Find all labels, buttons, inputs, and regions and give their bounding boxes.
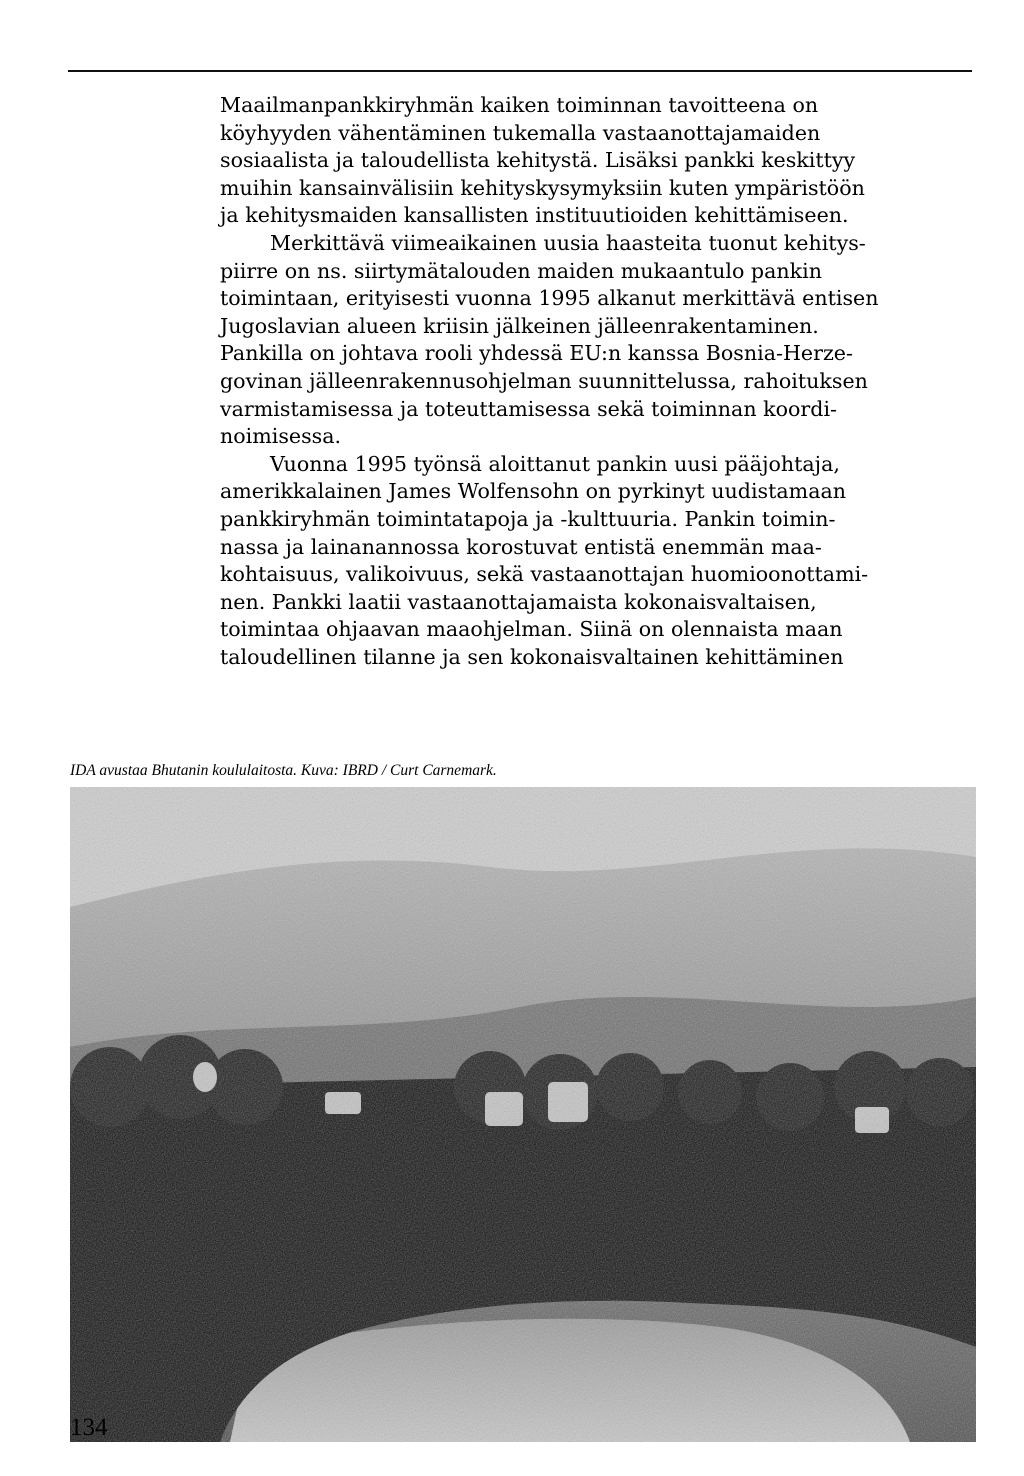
text-line: govinan jälleenrakennusohjelman suunnittelussa, rahoituksen — [220, 368, 868, 393]
text-line: köyhyyden vähentäminen tukemalla vastaanottajamaiden — [220, 120, 821, 145]
top-rule — [68, 70, 972, 72]
text-line: kohtaisuus, valikoivuus, sekä vastaanottajan huomioonottami- — [220, 562, 869, 587]
text-line: nen. Pankki laatii vastaanottajamaista kokonaisvaltaisen, — [220, 589, 817, 614]
text-line: Vuonna 1995 työnsä aloittanut pankin uusi pääjohtaja, — [270, 451, 840, 476]
text-line: Jugoslavian alueen kriisin jälkeinen jälleenrakentaminen. — [220, 313, 819, 338]
text-line: ja kehitysmaiden kansallisten instituutioiden kehittämiseen. — [220, 203, 849, 228]
photo — [70, 787, 976, 1442]
text-line: taloudellinen tilanne ja sen kokonaisvaltainen kehittäminen — [220, 644, 844, 669]
text-line: toimintaan, erityisesti vuonna 1995 alkanut merkittävä entisen — [220, 286, 879, 311]
text-line: nassa ja lainanannossa korostuvat entistä enemmän maa- — [220, 534, 822, 559]
page-number: 134 — [70, 1414, 108, 1441]
text-line: toimintaa ohjaavan maaohjelman. Siinä on olennaista maan — [220, 617, 843, 642]
text-line: pankkiryhmän toimintatapoja ja -kulttuuria. Pankin toimin- — [220, 506, 836, 531]
text-line: varmistamisessa ja toteuttamisessa sekä toiminnan koordi- — [220, 396, 837, 421]
text-line: noimisessa. — [220, 424, 342, 449]
text-line: Pankilla on johtava rooli yhdessä EU:n kanssa Bosnia-Herze- — [220, 341, 853, 366]
photo-image — [70, 787, 976, 1442]
body-text — [220, 92, 914, 671]
text-line: sosiaalista ja taloudellista kehitystä. Lisäksi pankki keskittyy — [220, 148, 856, 173]
text-line: Merkittävä viimeaikainen uusia haasteita tuonut kehitys- — [270, 230, 866, 255]
photo-caption: IDA avustaa Bhutanin koululaitosta. Kuva: IBRD / Curt Carnemark. — [70, 762, 497, 779]
text-line: muihin kansainvälisiin kehityskysymyksiin kuten ympäristöön — [220, 175, 865, 200]
text-line: piirre on ns. siirtymätalouden maiden mukaantulo pankin — [220, 258, 822, 283]
text-line: Maailmanpankkiryhmän kaiken toiminnan tavoitteena on — [220, 93, 819, 117]
text-line: amerikkalainen James Wolfensohn on pyrkinyt uudistamaan — [220, 479, 847, 504]
